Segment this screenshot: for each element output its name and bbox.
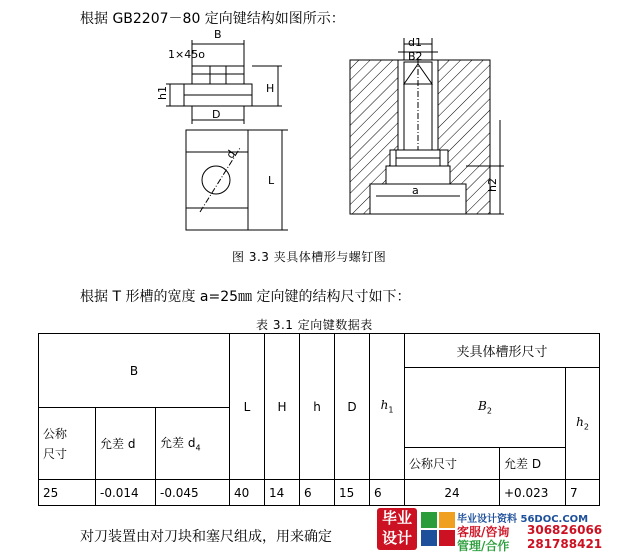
header-h2: $h_2$: [566, 368, 600, 480]
cell-tol-d4: -0.045: [156, 480, 230, 506]
header-h1: $h_1$: [370, 334, 405, 480]
dim-h2-label: h2: [486, 178, 499, 192]
bottom-text: 对刀装置由对刀块和塞尺组成，用来确定: [80, 529, 332, 545]
logo-line2-number: 306826066: [527, 523, 603, 537]
dim-d-label: d: [223, 147, 239, 161]
logo-puzzle-icon: [421, 512, 455, 548]
intro-text: 根据 GB2207－80 定向键结构如图所示：: [80, 11, 345, 27]
logo-line3-label: 管理/合作: [457, 539, 510, 553]
header-B: B: [39, 334, 230, 408]
watermark-logo: [377, 508, 622, 551]
header-h: h: [300, 334, 335, 480]
dim-B-label: B: [214, 28, 222, 41]
dim-D-label: D: [212, 108, 221, 121]
logo-line2-label: 客服/咨询: [457, 525, 510, 539]
cell-h: 6: [300, 480, 335, 506]
dim-L-label: L: [268, 174, 275, 187]
header-slot-group: 夹具体槽形尺寸: [405, 334, 600, 368]
cell-D: 15: [335, 480, 370, 506]
header-nominal: 公称 尺寸: [39, 408, 96, 480]
dim-H-label: H: [266, 82, 275, 95]
cell-h1: 6: [370, 480, 405, 506]
header-B2: $B_2$: [405, 368, 566, 448]
figure-caption: 图 3.3 夹具体槽形与螺钉图: [232, 250, 387, 264]
table-caption: 表 3.1 定向键数据表: [256, 318, 373, 332]
logo-line1: 毕业设计资料 56DOC.COM: [457, 514, 589, 525]
header-nominal-2: 公称尺寸: [405, 448, 500, 480]
dim-h1-label: h1: [156, 86, 169, 100]
cell-h2: 7: [566, 480, 600, 506]
header-L: L: [230, 334, 265, 480]
cell-B2-nominal: 24: [405, 480, 500, 506]
header-tol-D: 允差 D: [500, 448, 566, 480]
slot-section-view: [350, 38, 504, 214]
chamfer-label: 1×45o: [168, 48, 205, 61]
cell-tol-d: -0.014: [96, 480, 156, 506]
logo-mark: 毕业 设计: [377, 508, 417, 550]
cell-H: 14: [265, 480, 300, 506]
header-tol-d: 允差 d: [96, 408, 156, 480]
header-D: D: [335, 334, 370, 480]
cell-L: 40: [230, 480, 265, 506]
dim-d1-label: d1: [408, 36, 422, 49]
paragraph-text: 根据 T 形槽的宽度 a=25㎜ 定向键的结构尺寸如下：: [80, 289, 411, 305]
key-and-slot-figure: [150, 28, 520, 248]
dim-B2-label: B2: [408, 50, 423, 63]
header-tol-d4: 允差 $d_4$: [156, 408, 230, 480]
cell-tol-D: +0.023: [500, 480, 566, 506]
cell-B-nominal: 25: [39, 480, 96, 506]
logo-line3-number: 281788421: [527, 537, 603, 551]
header-H: H: [265, 334, 300, 480]
key-spec-table: [38, 333, 600, 506]
dim-a-label: a: [412, 184, 419, 197]
